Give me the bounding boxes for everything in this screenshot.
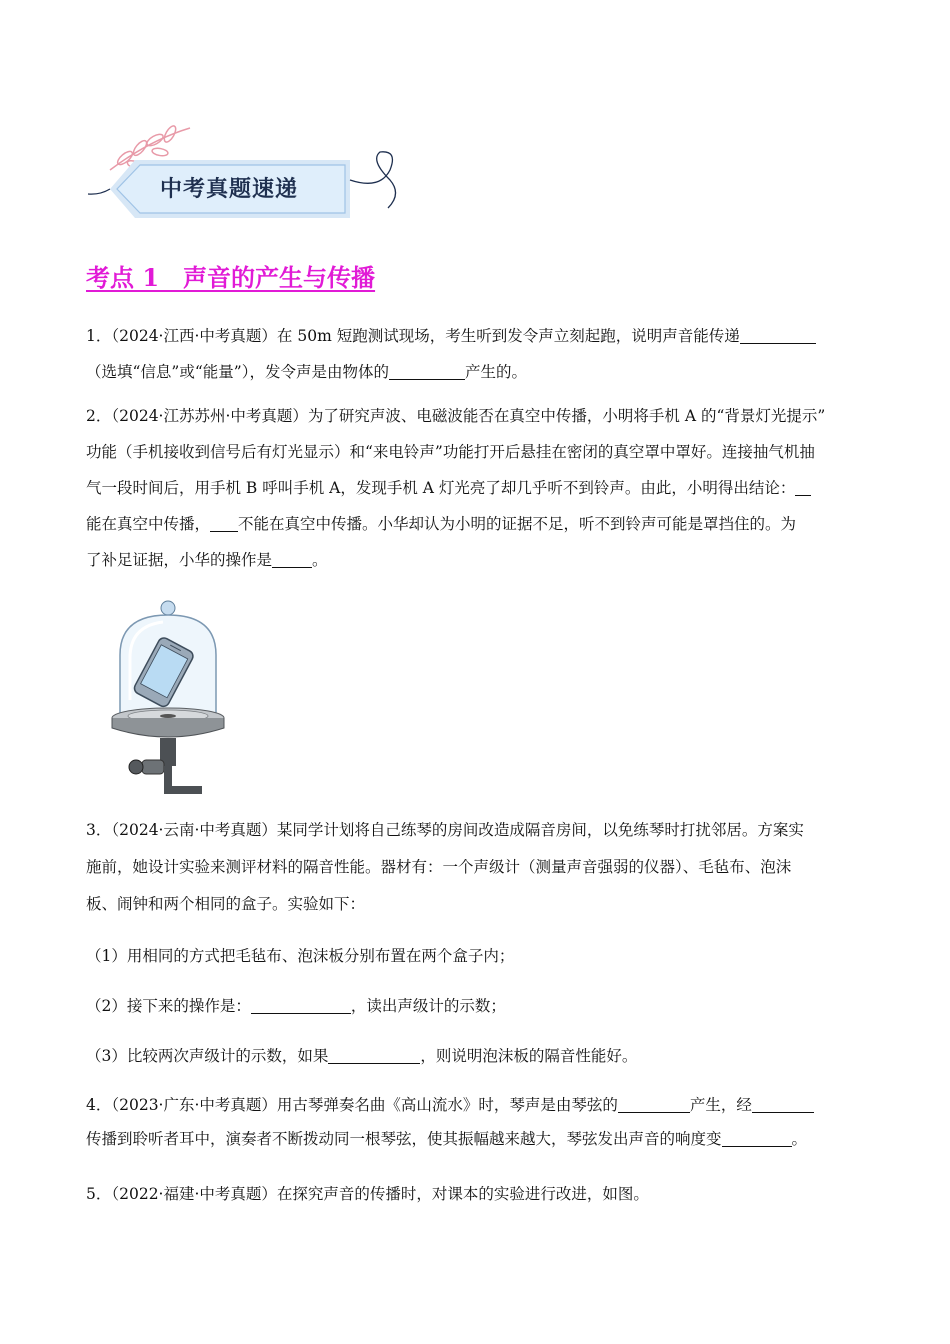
question-3-step-1: （1）用相同的方式把毛毡布、泡沫板分别布置在两个盒子内； (86, 947, 515, 965)
answer-blank (752, 1092, 814, 1113)
vacuum-bell-jar-figure (108, 600, 228, 800)
question-3-step-2: （2）接下来的操作是： ，读出声级计的示数； (86, 988, 866, 1024)
question-1: 1．（2024·江西·中考真题）在 50m 短跑测试现场，考生听到发令声立刻起跑，说明声音能传递 （选填“信息”或“能量”），发令声是由物体的 产生的。 (86, 318, 866, 390)
question-3-step-3: （3）比较两次声级计的示数，如果 ，则说明泡沫板的隔音性能好。 (86, 1038, 866, 1074)
answer-blank (328, 1043, 420, 1064)
answer-blank (722, 1126, 792, 1147)
answer-blank (389, 359, 465, 380)
answer-blank (795, 475, 811, 496)
question-3: 3．（2024·云南·中考真题）某同学计划将自己练琴的房间改造成隔音房间，以免练琴时打扰邻居。方案实 施前，她设计实验来测评材料的隔音性能。器材有：一个声级计（测量声音强弱的仪器）、毛毡布、泡沫 板、闹钟和两个相同的盒子。实验如下： (86, 821, 804, 913)
question-4: 4．（2023·广东·中考真题）用古琴弹奏名曲《高山流水》时，琴声是由琴弦的 产生，经 传播到聆听者耳中，演奏者不断拨动同一根琴弦，使其振幅越来越大，琴弦发出声音的响度变 。 (86, 1088, 866, 1156)
answer-blank (618, 1092, 690, 1113)
question-5: 5．（2022·福建·中考真题）在探究声音的传播时，对课本的实验进行改进，如图。 (86, 1185, 649, 1203)
question-2: 2．（2024·江苏苏州·中考真题）为了研究声波、电磁波能否在真空中传播，小明将手机 A 的“背景灯光提示” 功能（手机接收到信号后有灯光显示）和“来电铃声”功能打开后悬挂在密闭的真空罩中罩好。连接抽气机抽 气一段时间后，用手机 B 呼叫手机 A，发现手机 A 灯光亮了却几乎听不到铃声。由此，小明得出结论： 能在真空中传播， 不能在真空中传播。小华却认为小明的证据不足，听不到铃声可能是罩挡住的。为 了补足证据，小华的操作是 。 (86, 407, 826, 569)
answer-blank (272, 547, 312, 568)
banner-title: 中考真题速递 (160, 177, 299, 202)
answer-blank (210, 511, 238, 532)
answer-blank (740, 323, 816, 344)
answer-blank (251, 993, 351, 1014)
section-heading: 考点 1 声音的产生与传播 (86, 263, 376, 292)
